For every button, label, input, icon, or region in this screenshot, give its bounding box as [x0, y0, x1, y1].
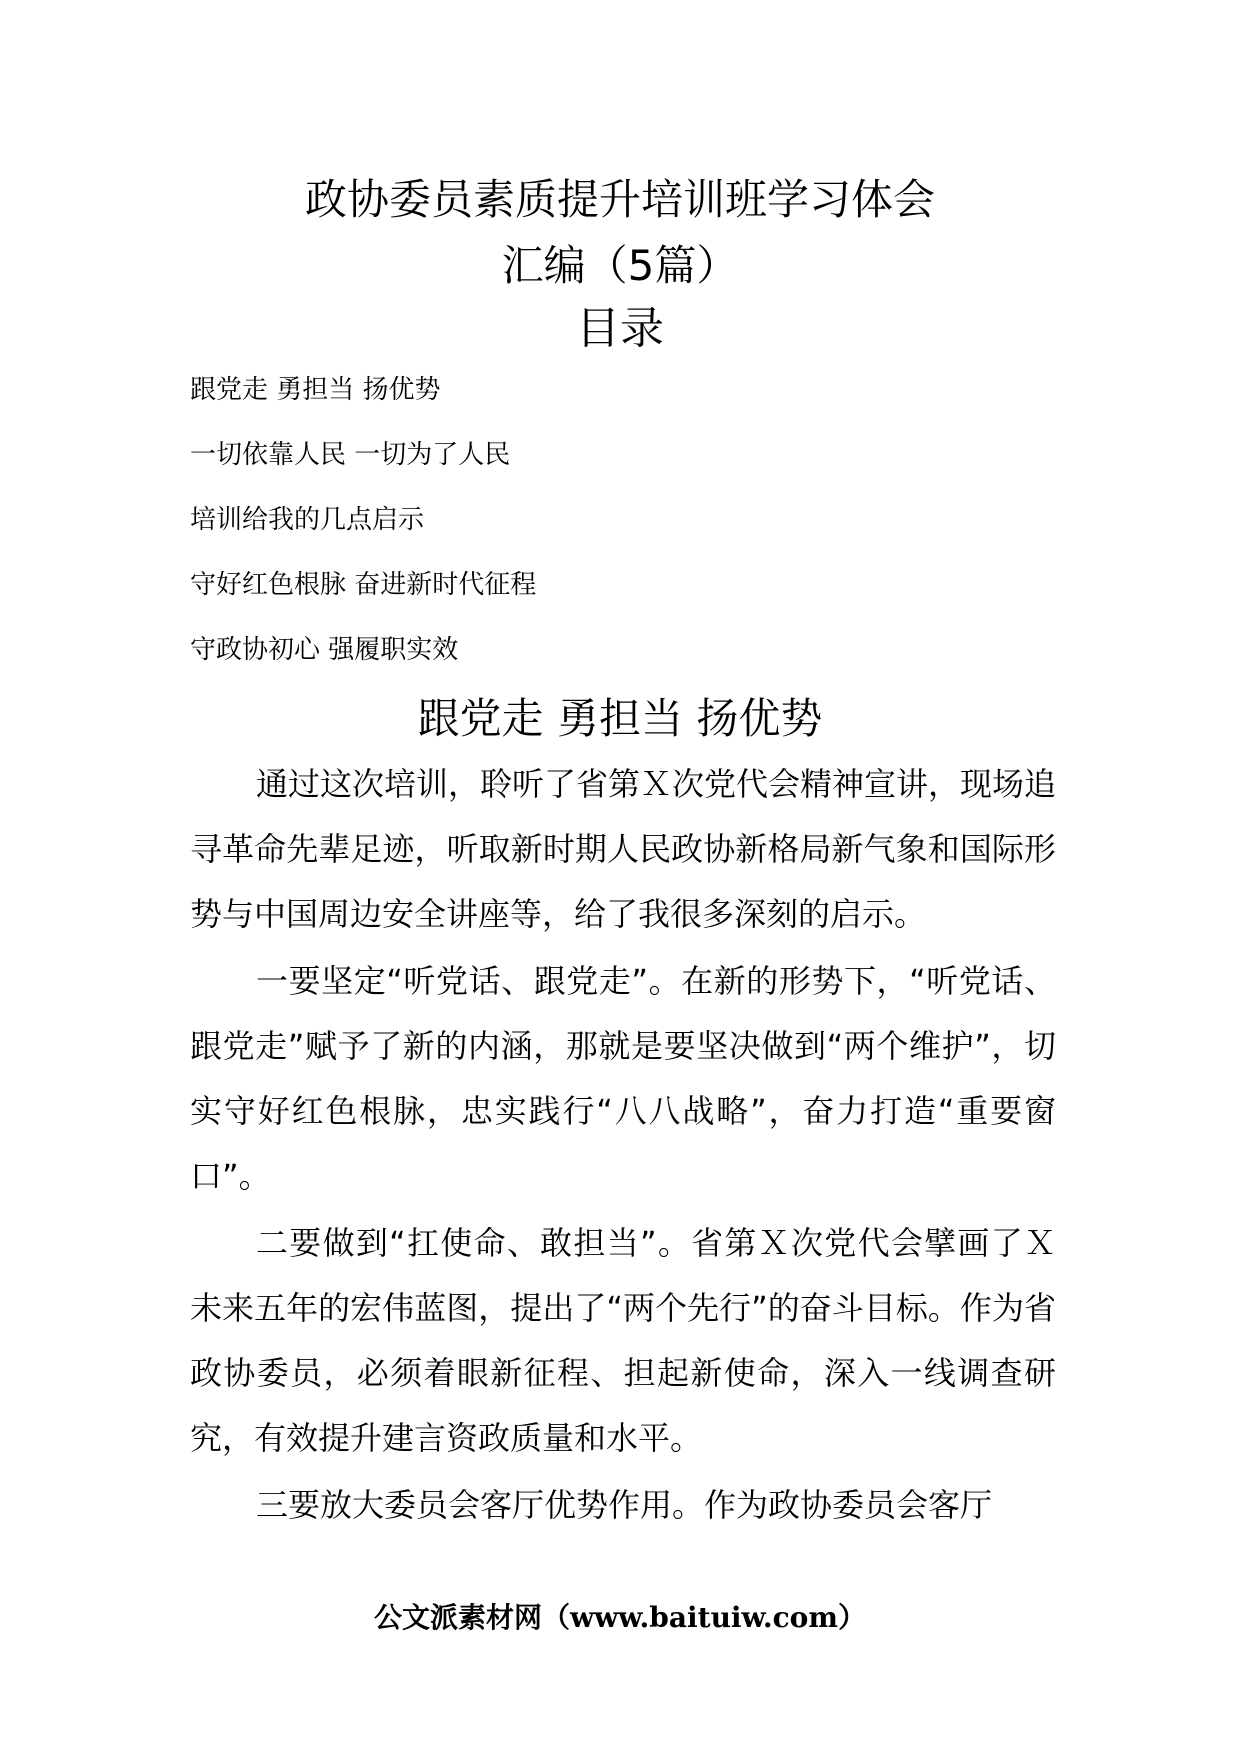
toc-item[interactable]: 培训给我的几点启示	[190, 505, 425, 535]
body-paragraph: 二要做到“扛使命、敢担当”。省第Ｘ次党代会擘画了Ｘ未来五年的宏伟蓝图，提出了“两个先行”的奋斗目标。作为省政协委员，必须着眼新征程、担起新使命，深入一线调查研究，有效提升建言资政质量和水平。	[190, 1224, 1056, 1457]
toc-heading: 目录	[576, 303, 664, 354]
page-footer: 公文派素材网（www.baituiw.com）	[374, 1601, 866, 1634]
toc-item[interactable]: 守好红色根脉 奋进新时代征程	[190, 570, 537, 600]
toc-item[interactable]: 一切依靠人民 一切为了人民	[190, 440, 511, 470]
body-paragraph: 通过这次培训，聆听了省第Ｘ次党代会精神宣讲，现场追寻革命先辈足迹，听取新时期人民政协新格局新气象和国际形势与中国周边安全讲座等，给了我很多深刻的启示。	[190, 765, 1057, 933]
section-body	[190, 752, 1056, 1540]
toc-item[interactable]: 守政协初心 强履职实效	[190, 635, 459, 665]
body-paragraph: 三要放大委员会客厅优势作用。作为政协委员会客厅	[256, 1486, 993, 1524]
body-paragraph: 一要坚定“听党话、跟党走”。在新的形势下，“听党话、跟党走”赋予了新的内涵，那就是要坚决做到“两个维护”，切实守好红色根脉，忠实践行“八八战略”，奋力打造“重要窗口”。	[190, 962, 1056, 1195]
document-title-line-1: 政协委员素质提升培训班学习体会	[304, 175, 935, 224]
toc-item[interactable]: 跟党走 勇担当 扬优势	[190, 375, 441, 405]
table-of-contents	[190, 372, 536, 697]
document-title-line-2: 汇编（5篇）	[501, 241, 739, 290]
section-title: 跟党走 勇担当 扬优势	[417, 694, 823, 743]
